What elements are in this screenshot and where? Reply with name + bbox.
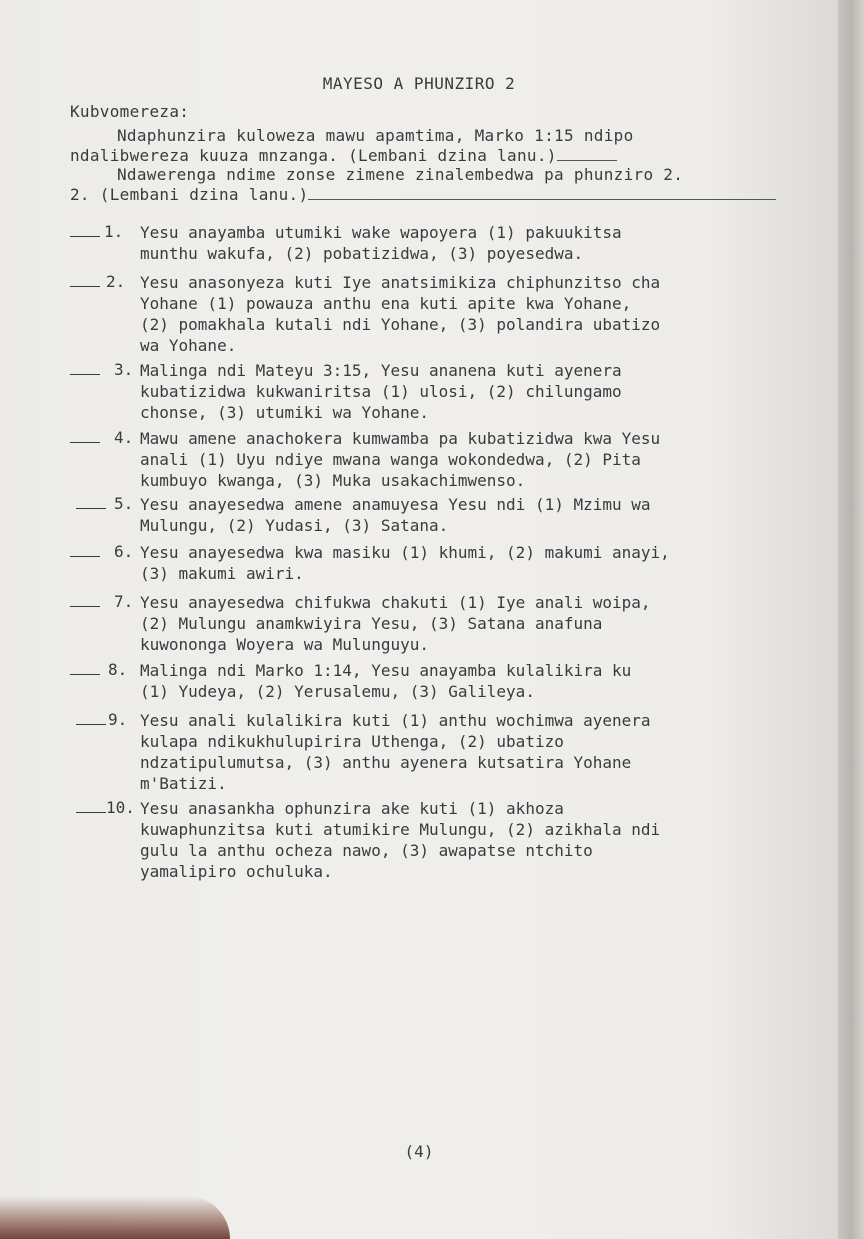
answer-blank[interactable] — [76, 812, 106, 813]
intro-line-2: ndalibwereza kuuza mnzanga. (Lembani dzina lanu.) — [70, 146, 617, 165]
name-blank-1[interactable] — [557, 146, 617, 161]
answer-blank[interactable] — [76, 724, 106, 725]
answer-blank[interactable] — [70, 606, 100, 607]
intro-line-3: Ndawerenga ndime zonse zimene zinalembedwa pa phunziro 2. — [117, 165, 684, 184]
intro-line-1: Ndaphunzira kuloweza mawu apamtima, Marko 1:15 ndipo — [117, 126, 634, 145]
page-title: MAYESO A PHUNZIRO 2 — [322, 74, 516, 93]
answer-blank[interactable] — [70, 374, 100, 375]
answer-blank[interactable] — [70, 286, 100, 287]
answer-blank[interactable] — [76, 508, 106, 509]
name-blank-2[interactable] — [308, 185, 776, 200]
answer-blank[interactable] — [70, 442, 100, 443]
page-edge — [838, 0, 864, 1239]
answer-blank[interactable] — [70, 674, 100, 675]
page-number: (4) — [404, 1142, 434, 1161]
answer-blank[interactable] — [70, 556, 100, 557]
intro-heading: Kubvomereza: — [70, 102, 190, 121]
intro-line-4: 2. (Lembani dzina lanu.) — [70, 185, 776, 204]
answer-blank[interactable] — [70, 236, 100, 237]
finger-shadow — [0, 1196, 230, 1239]
